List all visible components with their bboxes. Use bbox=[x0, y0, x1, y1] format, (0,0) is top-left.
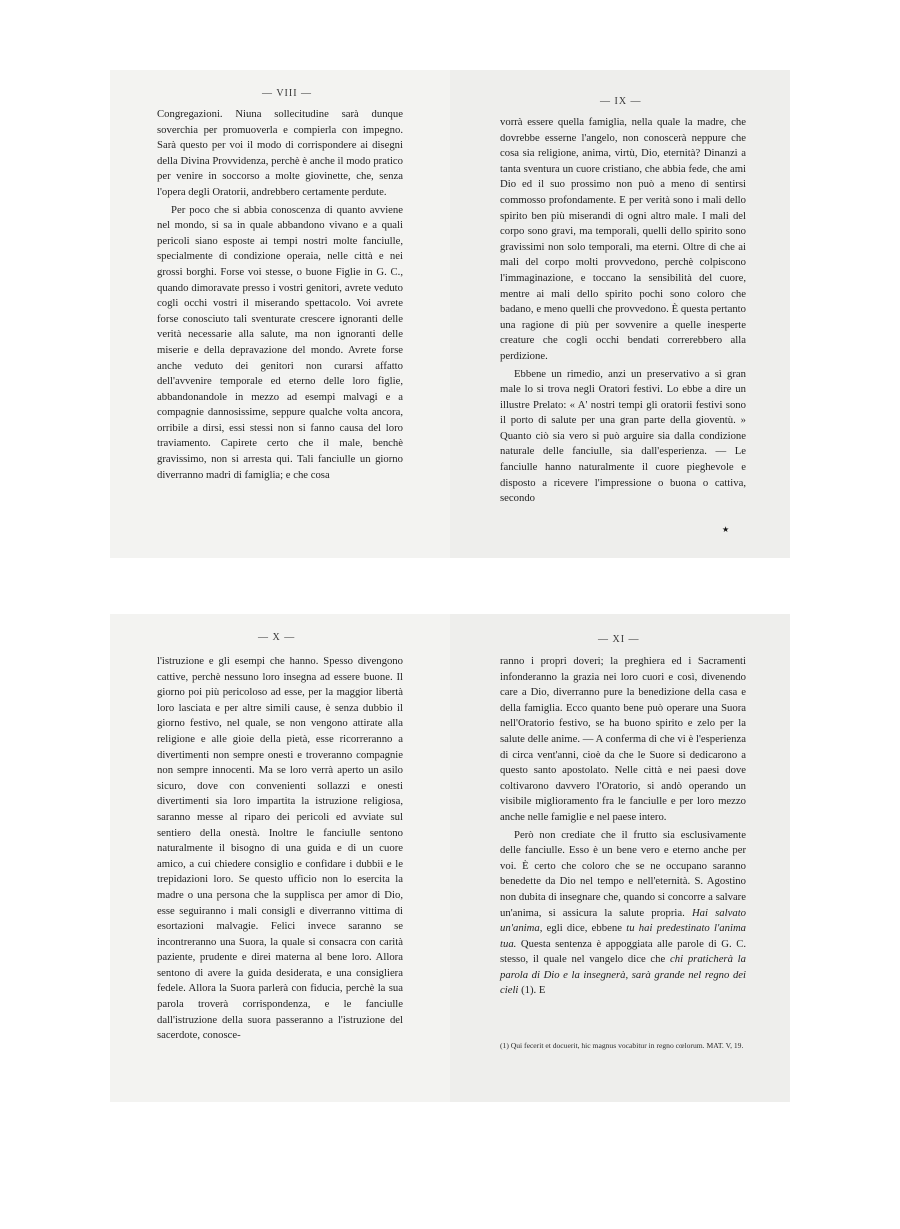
quote-italic: Hai salvato un'anima, bbox=[500, 906, 747, 935]
page-body bbox=[500, 654, 746, 999]
bottom-spread bbox=[110, 614, 790, 1102]
page-body bbox=[500, 115, 746, 507]
page-x bbox=[110, 614, 450, 1102]
top-spread bbox=[110, 70, 790, 558]
paragraph: Congregazioni. Niuna sollecitudine sarà dunque soverchia per promuoverla e compierla con impegno. Sarà questo per voi il modo di corrispondere ai disegni della Divina Provvidenza, perchè è anche il modo pratico per venire in soccorso a molte giovinette, che, senza l'opera degli Oratorii, andrebbero certamente perdute. bbox=[157, 108, 403, 198]
text-run: Questa sentenza è appoggiata alle parole di G. C. stesso, il quale nel vangelo dice che bbox=[500, 937, 746, 966]
page-body bbox=[157, 107, 403, 483]
page-ix bbox=[450, 70, 790, 558]
page-body bbox=[157, 654, 403, 1044]
signature-mark: ★ bbox=[722, 525, 730, 534]
text-run: (1). E bbox=[518, 984, 546, 997]
paragraph bbox=[500, 828, 746, 1000]
text-run: Però non crediate che il frutto sia esclusivamente delle fanciulle. Esso è un bene vero e eterno anche per voi. È certo che coloro che se ne occupano saranno benedette da Dio nel tempo e nell'eternità. S. Agostino non dubita di insegnare che, quando si concorre a salvare un'anima, si assicura la salute propria. bbox=[500, 828, 746, 919]
footnote: (1) Qui fecerit et docuerit, hic magnus vocabitur in regno cœlorum. MAT. V, 19. bbox=[500, 1041, 744, 1050]
quote-italic: tu hai predestinato l'anima tua. bbox=[500, 922, 747, 950]
paragraph: Ebbene un rimedio, anzi un preservativo a sì gran male lo si trova negli Oratori festivi. Lo ebbe a dire un illustre Prelato: « A' nostri tempi gli oratorii festivi sono il porto di salute per una gran parte della gioventù. » Quanto ciò sia vero si può arguire sia dalla condizione naturale delle fanciulle, sia dall'esperienza. — Le fanciulle hanno naturalmente il cuore pieghevole e disposto a ricevere l'impressione o buona o cattiva, secondo bbox=[500, 367, 746, 505]
page-viii bbox=[110, 70, 450, 558]
paragraph: vorrà essere quella famiglia, nella quale la madre, che dovrebbe esserne l'angelo, non conoscerà neppure che cosa sia religione, anima, virtù, Dio, eternità? Dinanzi a tanta sventura un cuore cristiano, che abbia fede, che ami Dio ed il suo prossimo non può a meno di sentirsi commosso profondamente. E per verità sono i mali dello spirito ben più miserandi di ogni altro male. I mali del corpo sono gravi, ma temporali, quelli dello spirito sono gravissimi non solo temporali, ma eterni. Oltre di che ai mali del corpo molti provvedono, perchè colpiscono l'immaginazione, e toccano la sensibilità del cuore, mentre ai mali dello spirito pochi sono coloro che badano, e meno quelli che provvedono. È questa pertanto una ragione di più per sovvenire a quelle inesperte creature che cogli occhi bendati correrebbero alla perdizione. bbox=[500, 116, 746, 362]
page-xi bbox=[450, 614, 790, 1102]
page-number: — XI — bbox=[598, 634, 640, 645]
text-run: egli dice, ebbene bbox=[542, 922, 627, 935]
page-number: — VIII — bbox=[262, 88, 313, 99]
paragraph: ranno i propri doveri; la preghiera ed i Sacramenti infonderanno la grazia nei loro cuori e così, divenendo care a Dio, diverranno pure la benedizione della casa e della famiglia. Ecco quanto bene può operare una Suora nell'Oratorio festivo, se ha buono spirito e zelo per la salute delle anime. — A conferma di che vi è l'esperienza di circa vent'anni, cioè da che le Suore si dedicarono a questo santo apostolato. Nelle città e nei paesi dove coltivarono davvero l'Oratorio, si andò operando un visibile miglioramento fra le fanciulle e per loro mezzo anche nelle famiglie e nel paese intero. bbox=[500, 655, 746, 823]
quote-italic: chi praticherà la parola di Dio e la insegnerà, sarà grande nel regno dei cieli bbox=[500, 953, 746, 997]
paragraph: Per poco che si abbia conoscenza di quanto avviene nel mondo, si sa in quale abbandono vivano e a quali pericoli siano esposte ai tempi nostri molte fanciulle, specialmente di condizione operaia, nelle città e nei grossi borghi. Forse voi stesse, o buone Figlie in G. C., quando dimoravate presso i vostri genitori, avrete veduto cogli occhi vostri il miserando spettacolo. Voi avrete forse conosciuto tali sventurate crescere ignoranti delle verità necessarie alla salute, ma non ignoranti delle miserie e della depravazione del mondo. Avrete forse anche veduto dei genitori non curarsi affatto dell'avvenire temporale ed eterno delle loro figlie, abbandonandole in mezzo ad esempi malvagi e a compagnie dannosissime, seppure qualche volta ancora, orribile a dirsi, essi stessi non si fanno causa del loro traviamento. Capirete certo che il male, benchè gravissimo, non si arresta qui. Tali fanciulle un giorno diverranno madri di famiglia; e che cosa bbox=[157, 203, 403, 481]
page-number: — X — bbox=[258, 632, 296, 643]
page-number: — IX — bbox=[600, 96, 642, 107]
paragraph: l'istruzione e gli esempi che hanno. Spesso divengono cattive, perchè nessuno loro insegna ad essere buone. Il giorno poi più pericoloso ad esse, per la maggior libertà loro lasciata e per altre simili cause, è senza dubbio il giorno festivo, nel quale, se non vengono attirate alla religione e alle gioie della pietà, esse ricorreranno a divertimenti non sempre onesti e troveranno compagnie non sempre innocenti. Ma se loro verrà aperto un asilo sicuro, dove con convenienti sollazzi e onesti divertimenti sia loro impartita la istruzione religiosa, saranno messe al riparo dei pericoli ed avviate sul sentiero della onestà. Inoltre le fanciulle sentono naturalmente il bisogno di una guida e di un cuore amico, a cui chiedere consiglio e confidare i dubbii e le trepidazioni loro. Se questo ufficio non lo esercita la madre o una persona che la supplisca per amor di Dio, esse seguiranno i mali consigli e diverranno vittima di esortazioni malvagie. Felici invece saranno se incontreranno una Suora, la quale si consacra con carità paziente, prudente e direi materna al bene loro. Allora sentono di avere la guida desiderata, e una consigliera fedele. Allora la Suora parlerà con fiducia, perchè la sua parola troverà corrispondenza, e le fanciulle dall'istruzione della suora passeranno a l'istruzione del sacerdote, conosce- bbox=[157, 655, 403, 1042]
